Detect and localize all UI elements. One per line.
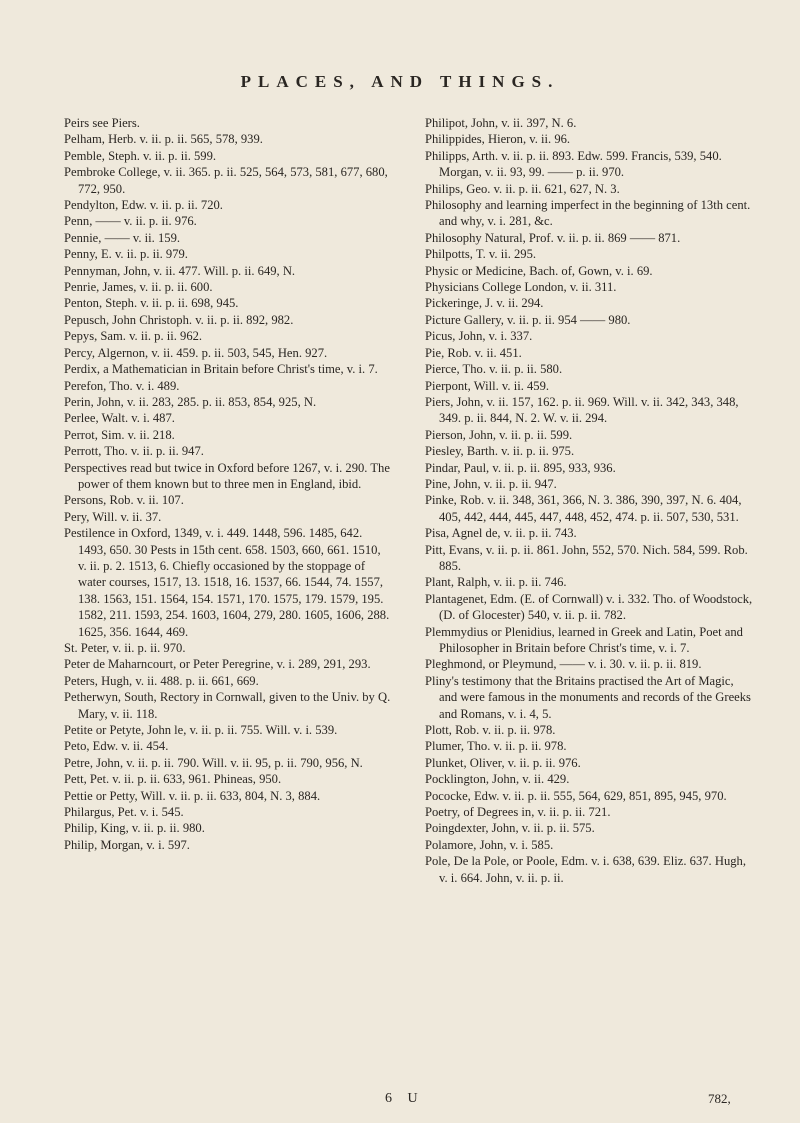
index-entry: Pery, Will. v. ii. 37. [64, 509, 162, 524]
index-entry: Picture Gallery, v. ii. p. ii. 954 —— 980. [425, 312, 631, 327]
index-entry: Perin, John, v. ii. 283, 285. p. ii. 853, 854, 925, N. [64, 394, 317, 409]
index-entry: Physicians College London, v. ii. 311. [425, 280, 617, 295]
index-entry: Philosophy Natural, Prof. v. ii. p. ii. 869 —— 871. [425, 230, 681, 245]
index-entry: Pindar, Paul, v. ii. p. ii. 895, 933, 936. [425, 460, 616, 475]
index-entry: Philargus, Pet. v. i. 545. [64, 805, 184, 820]
left-column [64, 115, 392, 853]
index-entry: Persons, Rob. v. ii. 107. [64, 493, 184, 508]
index-entry: Petherwyn, South, Rectory in Cornwall, given to the Univ. by Q. Mary, v. ii. 118. [64, 690, 391, 721]
index-entry: Pitt, Evans, v. ii. p. ii. 861. John, 552, 570. Nich. 584, 599. Rob. 885. [425, 542, 748, 573]
index-entry: Pie, Rob. v. ii. 451. [425, 345, 522, 360]
index-entry: Pliny's testimony that the Britains practised the Art of Magic, and were famous in the monuments and records of the Greeks and Romans, v. i. 4, 5. [425, 673, 751, 721]
index-entry: Pleghmond, or Pleymund, —— v. i. 30. v. ii. p. ii. 819. [425, 657, 702, 672]
index-entry: Piers, John, v. ii. 157, 162. p. ii. 969. Will. v. ii. 342, 343, 348, 349. p. ii. 844, N. 2. W. v. ii. 294. [425, 394, 739, 426]
index-entry: Pine, John, v. ii. p. ii. 947. [425, 476, 557, 491]
index-entry: Pepys, Sam. v. ii. p. ii. 962. [64, 329, 203, 344]
index-entry: Philpotts, T. v. ii. 295. [425, 247, 537, 262]
index-entry: Plumer, Tho. v. ii. p. ii. 978. [425, 739, 567, 754]
index-entry: Peters, Hugh, v. ii. 488. p. ii. 661, 669. [64, 673, 259, 688]
index-entry: Philip, Morgan, v. i. 597. [64, 837, 190, 852]
index-entry: Peter de Maharncourt, or Peter Peregrine, v. i. 289, 291, 293. [64, 657, 371, 672]
index-entry: Pembroke College, v. ii. 365. p. ii. 525, 564, 573, 581, 677, 680, 772, 950. [64, 165, 388, 196]
index-entry: Penn, —— v. ii. p. ii. 976. [64, 214, 197, 229]
index-entry: Penton, Steph. v. ii. p. ii. 698, 945. [64, 296, 239, 311]
index-entry: Pinke, Rob. v. ii. 348, 361, 366, N. 3. 386, 390, 397, N. 6. 404, 405, 442, 444, 445, 447, 448, 452, 474. p. ii. 507, 530, 531. [425, 493, 742, 524]
index-entry: Polamore, John, v. i. 585. [425, 837, 554, 852]
index-entry: Penrie, James, v. ii. p. ii. 600. [64, 280, 213, 295]
index-entry: Peto, Edw. v. ii. 454. [64, 739, 169, 754]
index-entry: Pococke, Edw. v. ii. p. ii. 555, 564, 629, 851, 895, 945, 970. [425, 788, 727, 803]
signature-mark: 6 U [385, 1091, 424, 1106]
index-entry: Pole, De la Pole, or Poole, Edm. v. i. 638, 639. Eliz. 637. Hugh, v. i. 664. John, v. ii. p. ii. [425, 854, 746, 885]
index-entry: St. Peter, v. ii. p. ii. 970. [64, 641, 186, 655]
index-entry: Pelham, Herb. v. ii. p. ii. 565, 578, 939. [64, 132, 263, 147]
index-entry: Pettie or Petty, Will. v. ii. p. ii. 633, 804, N. 3, 884. [64, 788, 321, 803]
index-entry: Pierson, John, v. ii. p. ii. 599. [425, 427, 573, 442]
index-entry: Pestilence in Oxford, 1349, v. i. 449. 1448, 596. 1485, 642. 1493, 650. 30 Pests in 15th cent. 658. 1503, 660, 661. 1510, v. ii. p. 2. 1513, 6. Chiefly occasioned by the stoppage of water courses, 1517, 13. 1518, 16. 1537, 66. 1544, 74. 1557, 138. 1563, 151. 1564, 154. 1571, 170. 1575, 179. 1579, 195. 1582, 211. 1593, 254. 1603, 1604, 279, 280. 1605, 1606, 288. 1625, 356. 1644, 469. [64, 526, 390, 639]
index-entry: Pierce, Tho. v. ii. p. ii. 580. [425, 362, 563, 377]
index-entry: Perlee, Walt. v. i. 487. [64, 411, 175, 426]
running-header: PLACES, AND THINGS. [240, 72, 560, 91]
index-entry: Philipot, John, v. ii. 397, N. 6. [425, 116, 577, 130]
index-entry: Poetry, of Degrees in, v. ii. p. ii. 721. [425, 805, 611, 820]
index-entry: Plott, Rob. v. ii. p. ii. 978. [425, 723, 556, 738]
index-entry: Piesley, Barth. v. ii. p. ii. 975. [425, 444, 575, 459]
index-entry: Pemble, Steph. v. ii. p. ii. 599. [64, 148, 217, 163]
index-entry: Perefon, Tho. v. i. 489. [64, 378, 180, 393]
index-entry: Philipps, Arth. v. ii. p. ii. 893. Edw. 599. Francis, 539, 540. Morgan, v. ii. 93, 99. —— p. ii. 970. [425, 148, 722, 180]
index-entry: Pepusch, John Christoph. v. ii. p. ii. 892, 982. [64, 312, 294, 327]
index-entry: Pendylton, Edw. v. ii. p. ii. 720. [64, 198, 223, 213]
index-entry: Plunket, Oliver, v. ii. p. ii. 976. [425, 755, 581, 770]
catchword: 782, [708, 1091, 731, 1106]
index-entry: Poingdexter, John, v. ii. p. ii. 575. [425, 821, 595, 836]
index-entry: Pett, Pet. v. ii. p. ii. 633, 961. Phineas, 950. [64, 772, 282, 787]
index-entry: Perdix, a Mathematician in Britain before Christ's time, v. i. 7. [64, 362, 378, 377]
index-entry: Pisa, Agnel de, v. ii. p. ii. 743. [425, 526, 577, 541]
index-entry: Pennie, —— v. ii. 159. [64, 230, 181, 245]
index-entry: Perrot, Sim. v. ii. 218. [64, 427, 175, 442]
index-entry: Penny, E. v. ii. p. ii. 979. [64, 247, 188, 262]
index-entry: Peirs see Piers. [64, 116, 140, 130]
index-entry: Plantagenet, Edm. (E. of Cornwall) v. i. 332. Tho. of Woodstock, (D. of Glocester) 540, v. ii. p. ii. 782. [425, 591, 753, 623]
index-entry: Pickeringe, J. v. ii. 294. [425, 296, 544, 311]
index-entry: Philips, Geo. v. ii. p. ii. 621, 627, N. 3. [425, 181, 620, 196]
index-entry: Pennyman, John, v. ii. 477. Will. p. ii. 649, N. [64, 263, 296, 278]
index-entry: Pierpont, Will. v. ii. 459. [425, 378, 550, 393]
index-entry: Picus, John, v. i. 337. [425, 329, 533, 344]
right-column [425, 115, 753, 886]
index-entry: Perspectives read but twice in Oxford before 1267, v. i. 290. The power of them known but to three men in England, ibid. [64, 460, 390, 491]
index-entry: Physic or Medicine, Bach. of, Gown, v. i. 69. [425, 263, 653, 278]
index-entry: Philippides, Hieron, v. ii. 96. [425, 132, 571, 147]
index-entry: Percy, Algernon, v. ii. 459. p. ii. 503, 545, Hen. 927. [64, 345, 328, 360]
index-entry: Plemmydius or Plenidius, learned in Greek and Latin, Poet and Philosopher in Britain before Christ's time, v. i. 7. [425, 624, 743, 655]
index-entry: Plant, Ralph, v. ii. p. ii. 746. [425, 575, 567, 590]
index-entry: Perrott, Tho. v. ii. p. ii. 947. [64, 444, 204, 459]
index-entry: Philip, King, v. ii. p. ii. 980. [64, 821, 205, 836]
index-entry: Petre, John, v. ii. p. ii. 790. Will. v. ii. 95, p. ii. 790, 956, N. [64, 755, 363, 770]
index-entry: Pocklington, John, v. ii. 429. [425, 772, 570, 787]
index-entry: Petite or Petyte, John le, v. ii. p. ii. 755. Will. v. i. 539. [64, 723, 338, 738]
index-entry: Philosophy and learning imperfect in the beginning of 13th cent. and why, v. i. 281, &c. [425, 198, 751, 229]
